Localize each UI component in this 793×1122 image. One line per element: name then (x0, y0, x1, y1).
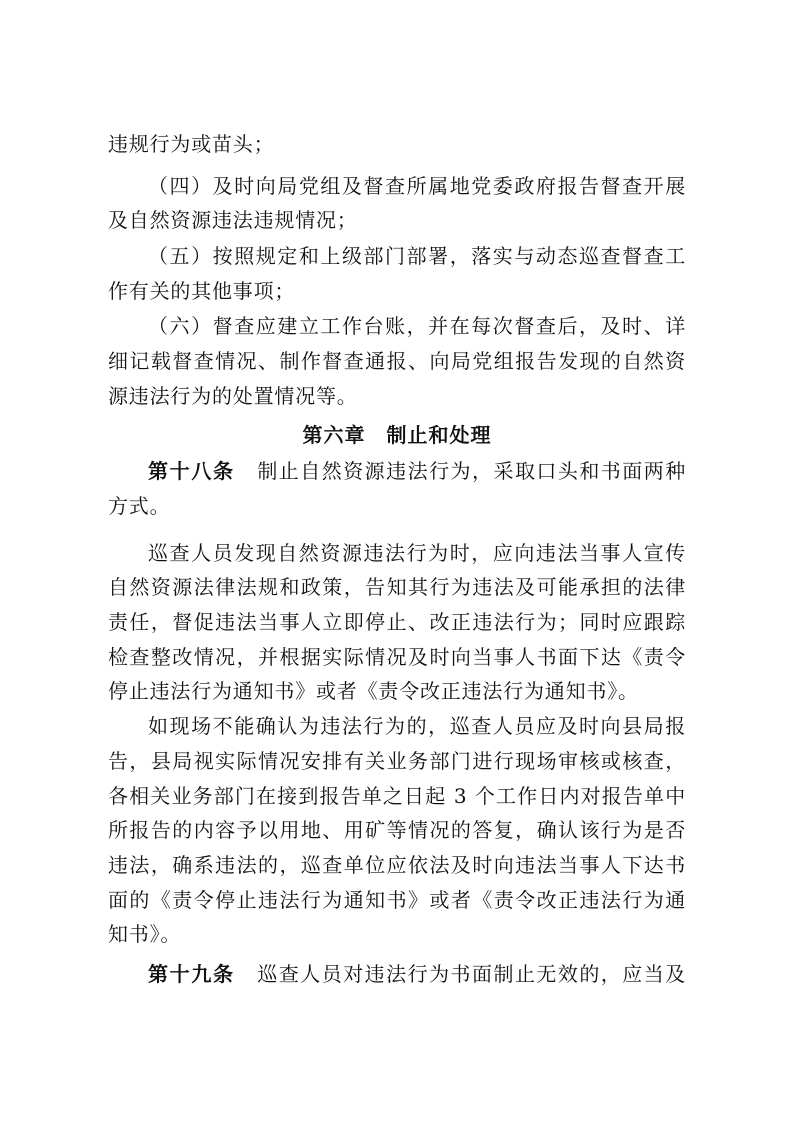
body-text-line: 如现场不能确认为违法行为的，巡查人员应及时向县局报 (148, 714, 686, 738)
body-text-line: 知书》。 (108, 922, 182, 946)
body-text-line: 各相关业务部门在接到报告单之日起 3 个工作日内对报告单中 (108, 784, 686, 808)
body-text-line: 巡查人员发现自然资源违法行为时，应向违法当事人宣传 (148, 541, 686, 565)
article-18-first-line (148, 457, 686, 485)
body-text-line: 停止违法行为通知书》或者《责令改正违法行为通知书》。 (108, 679, 639, 703)
body-text-line: 检查整改情况，并根据实际情况及时向当事人书面下达《责令 (108, 645, 686, 669)
body-text-line: 责任，督促违法当事人立即停止、改正违法行为；同时应跟踪 (108, 610, 686, 634)
body-text-line: 告，县局视实际情况安排有关业务部门进行现场审核或核查， (108, 749, 686, 773)
body-text-line: 细记载督查情况、制作督查通报、向局党组报告发现的自然资 (108, 349, 686, 373)
body-text-line: 方式。 (108, 494, 171, 518)
body-text-line: 面的《责令停止违法行为通知书》或者《责令改正违法行为通 (108, 888, 686, 912)
article-18-text: 制止自然资源违法行为，采取口头和书面两种 (256, 459, 687, 483)
body-text-line: 源违法行为的处置情况等。 (108, 384, 358, 408)
body-text-line: 违法，确系违法的，巡查单位应依法及时向违法当事人下达书 (108, 853, 686, 877)
chapter-heading: 第六章 制止和处理 (302, 423, 492, 447)
body-text-line: 作有关的其他事项； (108, 279, 296, 303)
body-text-line: （四）及时向局党组及督查所属地党委政府报告督查开展 (148, 174, 686, 198)
article-19-label: 第十九条 (148, 962, 235, 986)
body-text-line: 所报告的内容予以用地、用矿等情况的答复，确认该行为是否 (108, 818, 686, 842)
body-text-line: （六）督查应建立工作台账，并在每次督查后，及时、详 (148, 314, 686, 338)
article-18-label: 第十八条 (148, 459, 235, 483)
article-19-text: 巡查人员对违法行为书面制止无效的，应当及 (256, 962, 687, 986)
article-19-first-line (148, 960, 686, 988)
body-text-line: 自然资源法律法规和政策，告知其行为违法及可能承担的法律 (108, 575, 686, 599)
body-text-line: 违规行为或苗头； (108, 132, 275, 156)
body-text-line: 及自然资源违法违规情况； (108, 208, 358, 232)
body-text-line: （五）按照规定和上级部门部署，落实与动态巡查督查工 (148, 244, 686, 268)
